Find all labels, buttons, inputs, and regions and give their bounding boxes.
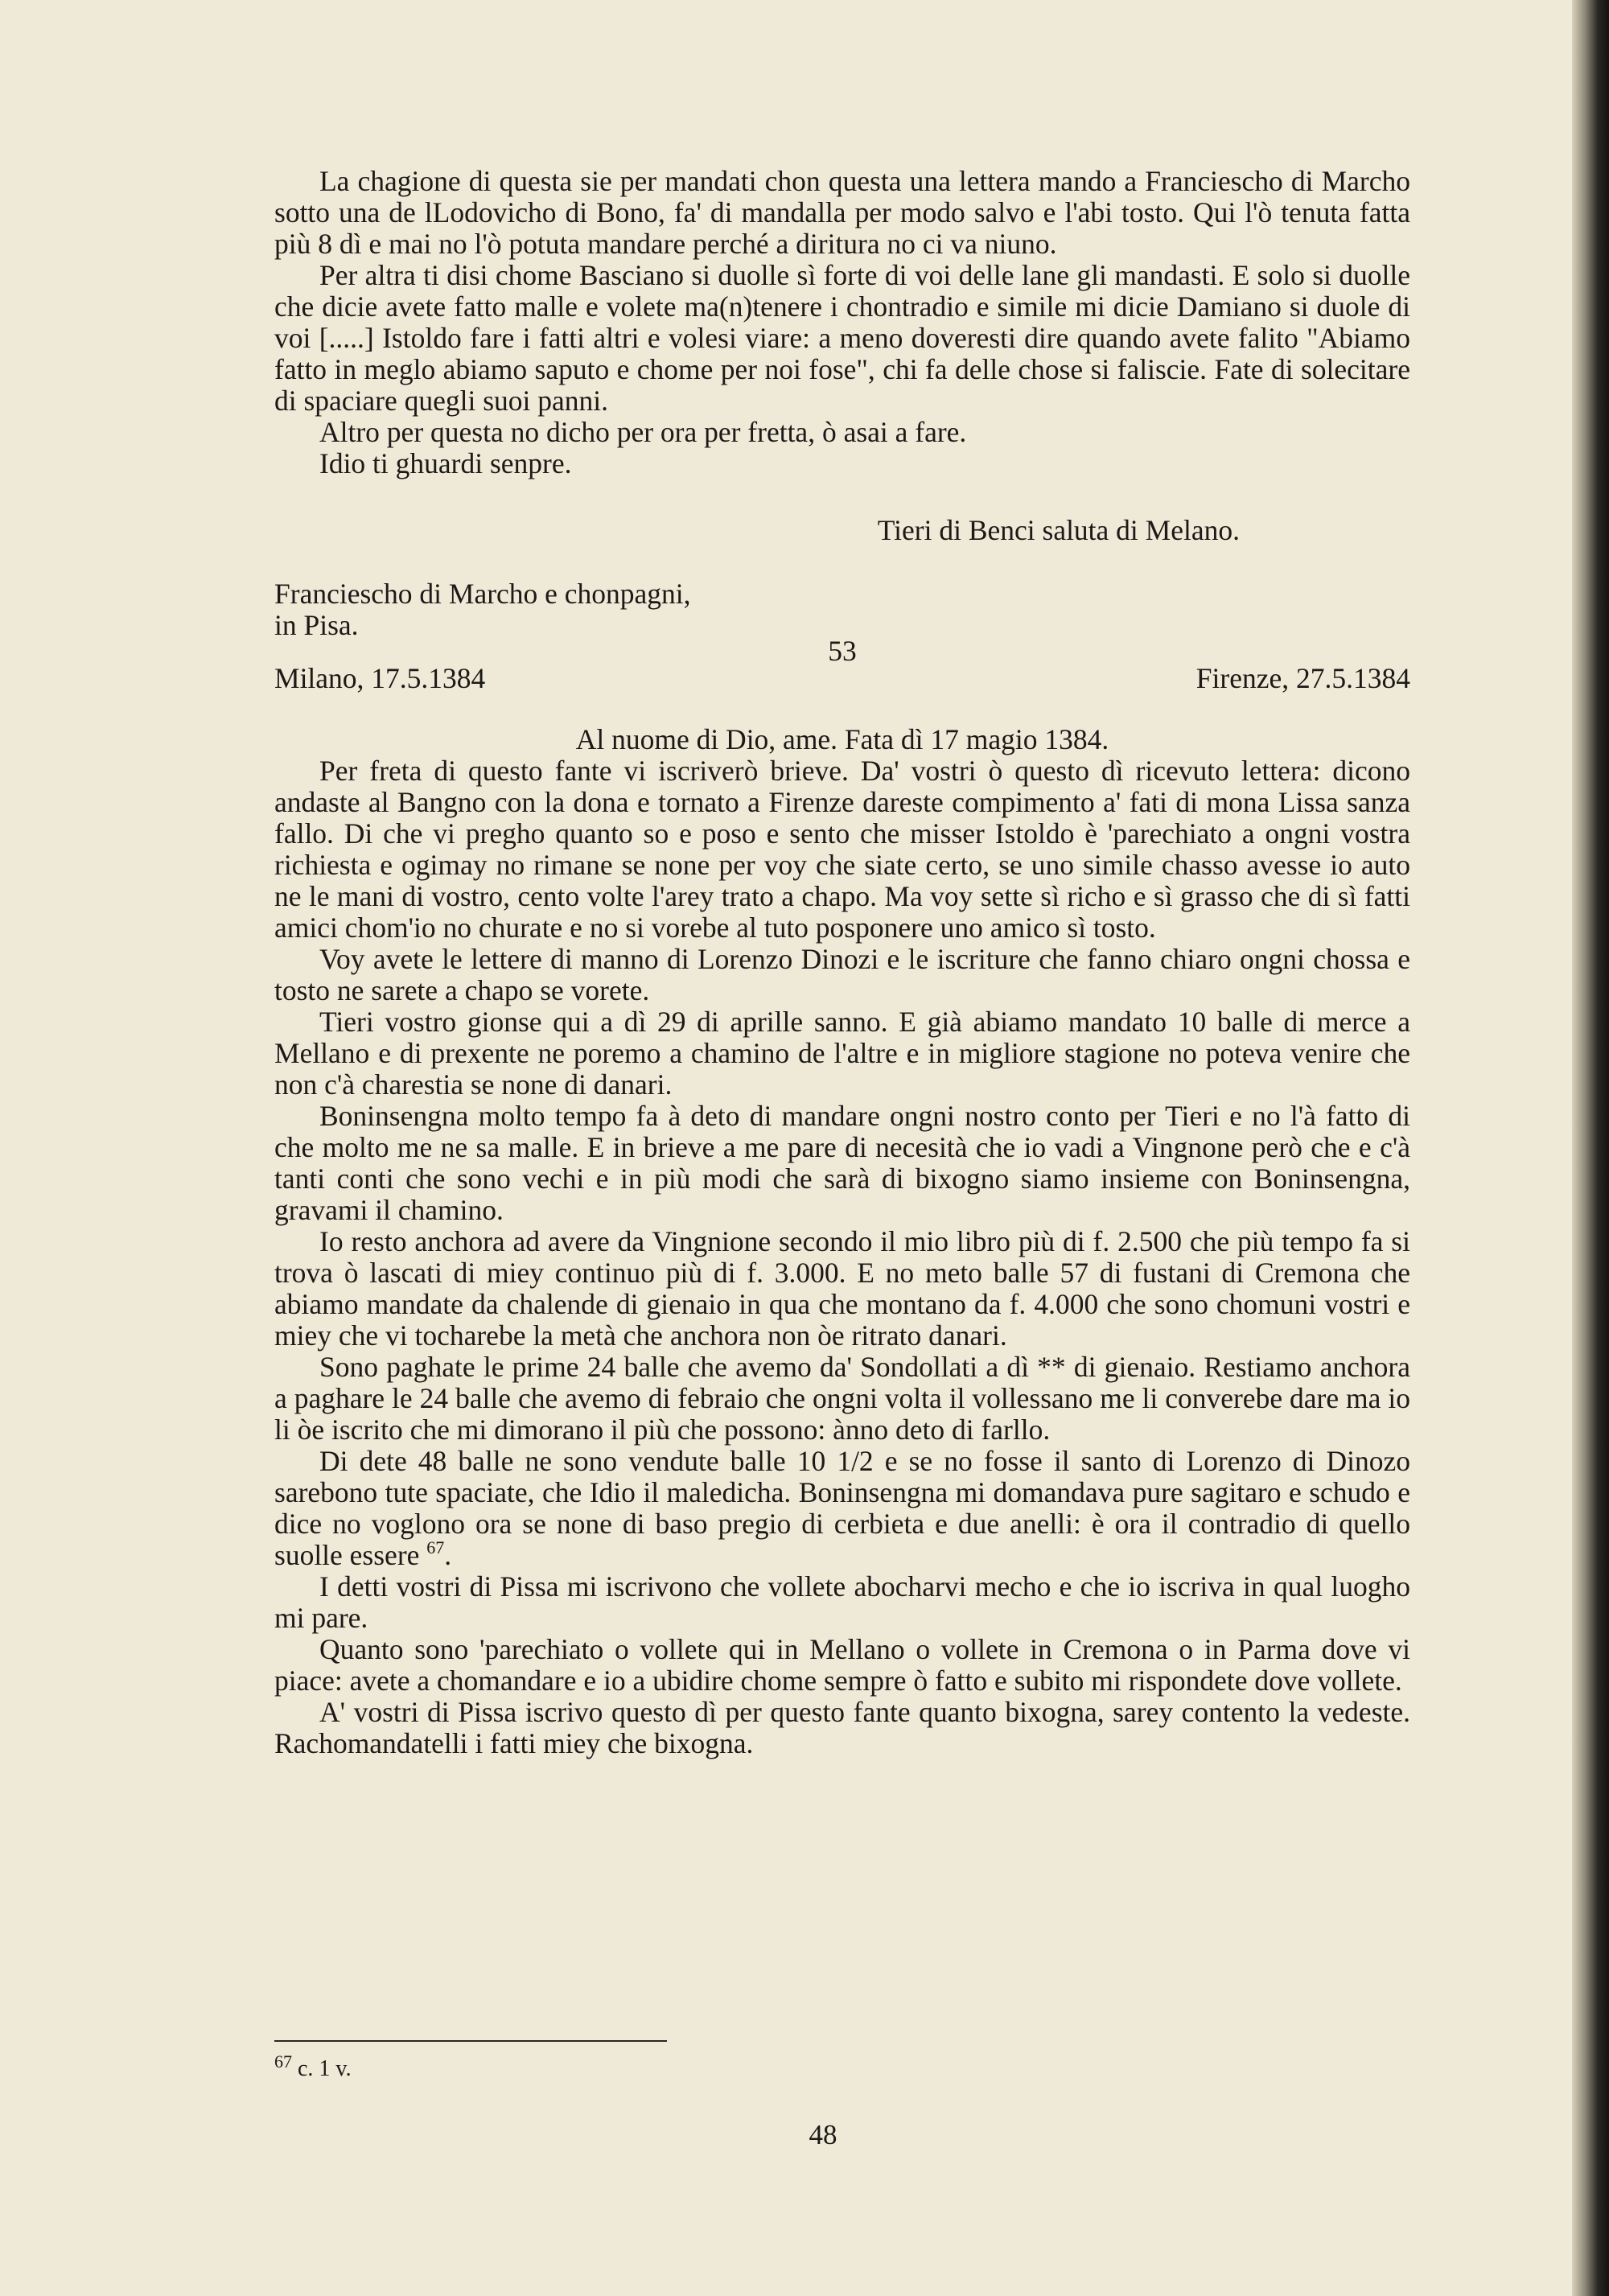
- address-line-2: in Pisa.: [274, 609, 359, 641]
- letter-origin: Milano, 17.5.1384: [274, 662, 486, 694]
- letter-destination: Firenze, 27.5.1384: [1195, 662, 1410, 694]
- body-paragraph-6: Sono paghate le prime 24 balle che avemo da' Sondollati a dì ** di gienaio. Restiamo anchora a paghare le 24 balle che avemo di febraio che ongni volta il vollessano me li converebe dare ma io li òe iscrito che mi dimorano il più che possono: ànno deto di farllo.: [274, 1351, 1410, 1446]
- page-content: [274, 166, 1410, 1759]
- body-paragraph-3: Tieri vostro gionse qui a dì 29 di aprille sanno. E già abiamo mandato 10 balle di merce a Mellano e di prexente ne poremo a chamino de l'altre e in migliore stagione no poteva venire che non c'à charestia se none di danari.: [274, 1006, 1410, 1101]
- letter-number: 53: [828, 635, 857, 667]
- intro-paragraph-3: Altro per questa no dicho per ora per fretta, ò asai a fare.: [319, 416, 967, 448]
- intro-paragraph-4: Idio ti ghuardi senpre.: [319, 447, 572, 479]
- intro-paragraph-2: Per altra ti disi chome Basciano si duolle sì forte di voi delle lane gli mandasti. E solo si duolle che dicie avete fatto malle e volete ma(n)tenere i chontradio e simile mi dicie Damiano si duole di voi [.....] Istoldo fare i fatti altri e volesi viare: a meno doveresti dire quando avete falito "Abiamo fatto in meglo abiamo saputo e chome per noi fose", chi fa delle chose si faliscie. Fate di solecitare di spaciare quegli suoi panni.: [274, 259, 1410, 417]
- body-paragraph-8: I detti vostri di Pissa mi iscrivono che vollete abocharvi mecho e che io iscriva in qual luogho mi pare.: [274, 1570, 1410, 1634]
- letter-header: [274, 609, 1410, 694]
- letter-heading: Al nuome di Dio, ame. Fata dì 17 magio 1384.: [575, 723, 1109, 755]
- footnote-text: c. 1 v.: [298, 2056, 352, 2081]
- body-paragraph-5: Io resto anchora ad avere da Vingnione secondo il mio libro più di f. 2.500 che più tempo fa si trova ò lascati di miey continuo più di f. 3.000. E no meto balle 57 di fustani di Cremona che abiamo mandate da chalende di gienaio in qua che montano da f. 4.000 che sono chomuni vostri e miey che vi tocharebe la metà che anchora non òe ritrato danari.: [274, 1225, 1410, 1352]
- body-paragraph-4: Boninsengna molto tempo fa à deto di mandare ongni nostro conto per Tieri e no l'à fatto di che molto me ne sa malle. E in brieve a me pare di necesità che io vadi a Vingnone però che e c'à tanti conti che sono vechi e in più modi che sarà di bixogno siamo insieme con Boninsengna, gravami il chamino.: [274, 1100, 1410, 1226]
- address-line-1: Franciescho di Marcho e chonpagni,: [274, 578, 691, 610]
- body-paragraph-7: Di dete 48 balle ne sono vendute balle 10 1/2 e se no fosse il santo di Lorenzo di Dinozo sarebono tute spaciate, che Idio il maledicha. Boninsengna mi domandava pure sagitaro e schudo e dice no voglono ora se none di baso pregio di cerbieta e due anelli: è ora il contradio di quello suolle essere $^{67}$.: [274, 1445, 1410, 1571]
- footnote-reference[interactable]: 67: [426, 1537, 445, 1557]
- body-paragraph-9: Quanto sono 'parechiato o vollete qui in Mellano o vollete in Cremona o in Parma dove vi piace: avete a chomandare e io a ubidire chome sempre ò fatto e subito mi rispondete dove vollete.: [274, 1633, 1410, 1697]
- page-number: 48: [809, 2119, 837, 2150]
- body-paragraph-7-text: Di dete 48 balle ne sono vendute balle 10 1/2 e se no fosse il santo di Lorenzo di Dinozo sarebono tute spaciate, che Idio il maledicha. Boninsengna mi domandava pure sagitaro e schudo e dice no voglono ora se none di baso pregio di cerbieta e due anelli: è ora il contradio di quello suolle essere: [274, 1445, 1410, 1571]
- body-paragraph-10: A' vostri di Pissa iscrivo questo dì per questo fante quanto bixogna, sarey contento la vedeste. Rachomandatelli i fatti miey che bixogna.: [274, 1696, 1410, 1759]
- intro-paragraph-1: La chagione di questa sie per mandati chon questa una lettera mando a Franciescho di Marcho sotto una de lLodovicho di Bono, fa' di mandalla per modo salvo e l'abi tosto. Qui l'ò tenuta fatta più 8 dì e mai no l'ò potuta mandare perché a diritura no ci va niuno.: [274, 165, 1410, 260]
- letter-signature: Tieri di Benci saluta di Melano.: [877, 514, 1240, 546]
- footnote: [274, 2051, 352, 2083]
- body-paragraph-1: Per freta di questo fante vi iscriverò brieve. Da' vostri ò questo dì ricevuto lettera: dicono andaste al Bangno con la dona e tornato a Firenze dareste compimento a' fati di mona Lissa sanza fallo. Di che vi pregho quanto so e poso e sento che misser Istoldo è 'parechiato a ongni vostra richiesta e ogimay no rimane se none per voy che siate certo, se uno simile chasso avesse io auto ne le mani di vostro, cento volte l'arey trato a chapo. Ma voy sette sì richo e sì grasso che di sì fatti amici chom'io no churate e no si vorebe al tuto posponere uno amico sì tosto.: [274, 755, 1410, 944]
- footnote-divider: [274, 2040, 667, 2042]
- footnote-number: 67: [274, 2051, 292, 2072]
- body-paragraph-2: Voy avete le lettere di manno di Lorenzo Dinozi e le iscriture che fanno chiaro ongni chossa e tosto ne sarete a chapo se vorete.: [274, 943, 1410, 1006]
- page-edge-shadow: [1572, 0, 1609, 2296]
